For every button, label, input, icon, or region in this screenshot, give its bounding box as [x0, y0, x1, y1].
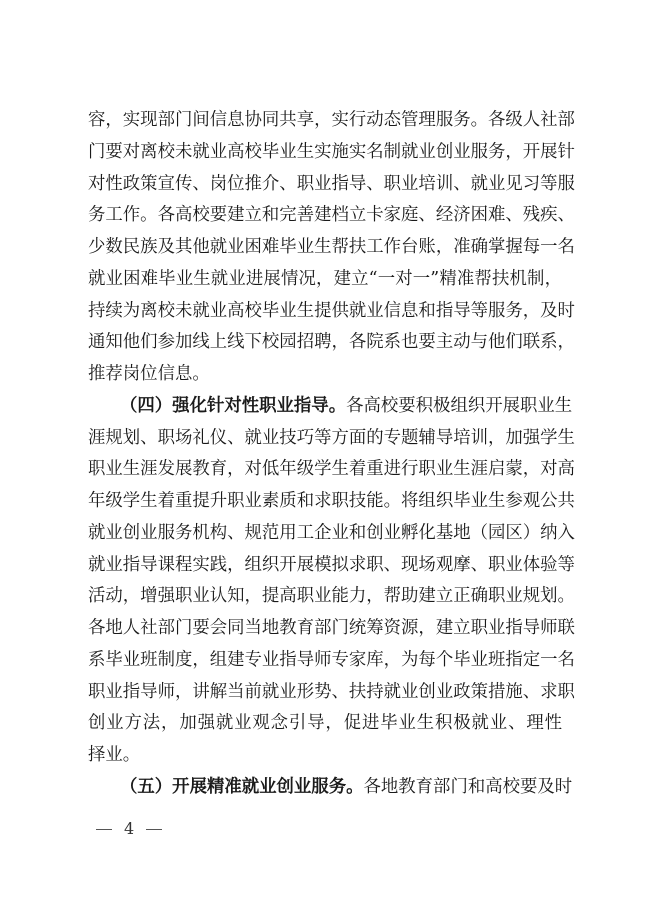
paragraph-line: 职业指导师，讲解当前就业形势、扶持就业创业政策措施、求职 [88, 682, 575, 702]
footer-dash-left [96, 829, 112, 830]
paragraph-line: 各地人社部门要会同当地教育部门统筹资源，建立职业指导师联 [88, 618, 575, 638]
section-5-first-line [120, 774, 573, 800]
page-footer [96, 819, 162, 839]
paragraph-line: 涯规划、职场礼仪、就业技巧等方面的专题辅导培训，加强学生 [88, 428, 575, 448]
paragraph-line: 年级学生着重提升职业素质和求职技能。将组织毕业生参观公共 [88, 491, 575, 511]
paragraph-line: 容，实现部门间信息协同共享，实行动态管理服务。各级人社部 [88, 110, 575, 130]
paragraph-line: 通知他们参加线上线下校园招聘，各院系也要主动与他们联系， [88, 332, 575, 352]
footer-dash-right [146, 829, 162, 830]
section-5-first-line-text: 各地教育部门和高校要及时 [363, 777, 573, 797]
paragraph-line: 系毕业班制度，组建专业指导师专家库，为每个毕业班指定一名 [88, 650, 575, 670]
paragraph-line: 持续为离校未就业高校毕业生提供就业信息和指导等服务，及时 [88, 301, 575, 321]
section-5-heading: （五）开展精准就业创业服务。 [120, 777, 364, 797]
paragraph-line: 就业困难毕业生就业进展情况，建立“一对一”精准帮扶机制， [88, 269, 562, 289]
paragraph-line: 就业指导课程实践，组织开展模拟求职、现场观摩、职业体验等 [88, 555, 575, 575]
paragraph-line: 务工作。各高校要建立和完善建档立卡家庭、经济困难、残疾、 [88, 205, 575, 225]
paragraph-line: 少数民族及其他就业困难毕业生帮扶工作台账，准确掌握每一名 [88, 237, 575, 257]
paragraph-line: 对性政策宣传、岗位推介、职业指导、职业培训、就业见习等服 [88, 174, 575, 194]
section-4-first-line-text: 各高校要积极组织开展职业生 [346, 396, 573, 416]
paragraph-line: 推荐岗位信息。 [88, 364, 210, 384]
section-4-heading: （四）强化针对性职业指导。 [120, 396, 347, 416]
paragraph-line: 创业方法，加强就业观念引导，促进毕业生积极就业、理性 [88, 713, 562, 733]
paragraph-line: 门要对离校未就业高校毕业生实施实名制就业创业服务，开展针 [88, 142, 575, 162]
paragraph-line: 职业生涯发展教育，对低年级学生着重进行职业生涯启蒙，对高 [88, 459, 575, 479]
paragraph-line: 活动，增强职业认知，提高职业能力，帮助建立正确职业规划。 [88, 586, 575, 606]
paragraph-line: 就业创业服务机构、规范用工企业和创业孵化基地（园区）纳入 [88, 523, 575, 543]
paragraph-line: 择业。 [88, 745, 141, 765]
page-number: 4 [124, 819, 135, 838]
section-4-first-line [120, 393, 573, 419]
